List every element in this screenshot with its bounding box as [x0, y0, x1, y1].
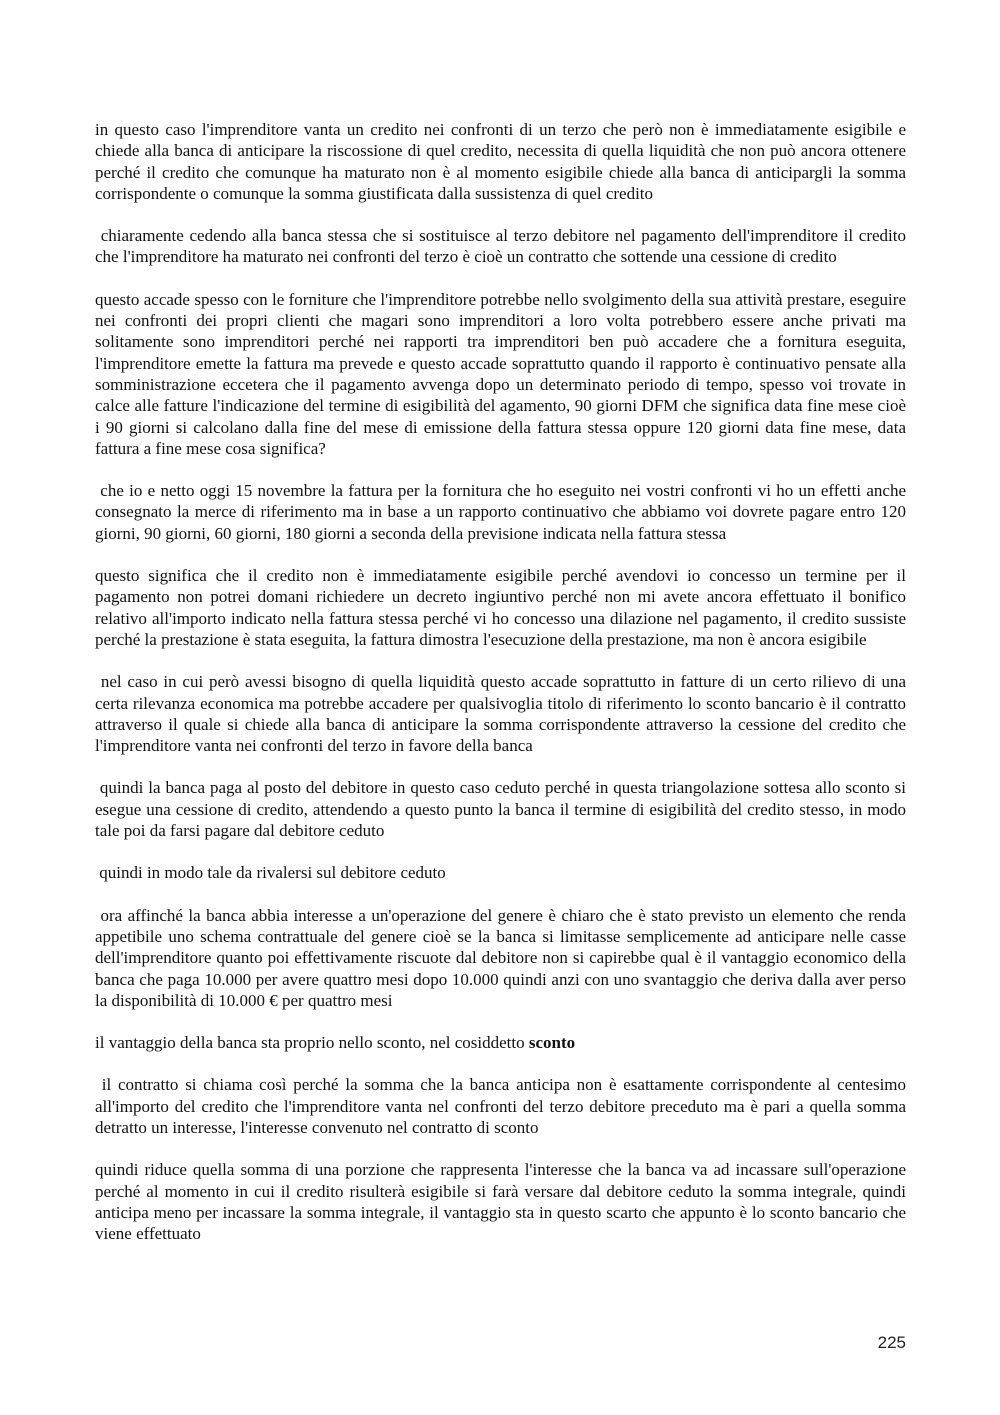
paragraph-with-bold-term — [95, 1032, 906, 1053]
paragraph: quindi in modo tale da rivalersi sul debitore ceduto — [95, 863, 446, 883]
paragraph: quindi riduce quella somma di una porzione che rappresenta l'interesse che la banca va ad incassare sull'operazione perché al momento in cui il credito risulterà esigibile si farà versare dal debitore ceduto la somma integrale, quindi anticipa meno per incassare la somma integrale, il vantaggio sta in questo scarto che appunto è lo sconto bancario che viene effettuato — [95, 1160, 911, 1244]
paragraph: il contratto si chiama così perché la somma che la banca anticipa non è esattamente corrispondente al centesimo all'importo del credito che l'imprenditore vanta nel confronti del terzo debitore preceduto ma è pari a quella somma detratto un interesse, l'interesse convenuto nel contratto di sconto — [95, 1075, 911, 1137]
paragraph: chiaramente cedendo alla banca stessa che si sostituisce al terzo debitore nel pagamento dell'imprenditore il credito che l'imprenditore ha maturato nei confronti del terzo è cioè un contratto che sottende una cessione di credito — [95, 226, 911, 267]
page-number: 225 — [877, 1333, 906, 1352]
page-body — [95, 119, 911, 1265]
paragraph: nel caso in cui però avessi bisogno di quella liquidità questo accade soprattutto in fatture di un certo rilievo di una certa rilevanza economica ma potrebbe accadere per qualsivoglia titolo di riferimento lo sconto bancario è il contratto attraverso il quale si chiede alla banca di anticipare la somma corrispondente attraverso la cessione del credito che l'imprenditore vanta nei confronti del terzo in favore della banca — [95, 672, 911, 756]
bold-term: sconto — [528, 1033, 576, 1053]
paragraph: che io e netto oggi 15 novembre la fattura per la fornitura che ho eseguito nei vostri confronti vi ho un effetti anche consegnato la merce di riferimento ma in base a un rapporto continuativo che abbiamo voi dovrete pagare entro 120 giorni, 90 giorni, 60 giorni, 180 giorni a seconda della previsione indicata nella fattura stessa — [95, 481, 911, 543]
paragraph: in questo caso l'imprenditore vanta un credito nei confronti di un terzo che però non è immediatamente esigibile e chiede alla banca di anticipare la riscossione di quel credito, necessita di quella liquidità che non può ancora ottenere perché il credito che comunque ha maturato non è al momento esigibile chiede alla banca di anticipargli la somma corrispondente o comunque la somma giustificata dalla sussistenza di quel credito — [95, 120, 911, 203]
paragraph-text: il vantaggio della banca sta proprio nello sconto, nel cosiddetto — [95, 1033, 529, 1053]
paragraph: quindi la banca paga al posto del debitore in questo caso ceduto perché in questa triangolazione sottesa allo sconto si esegue una cessione di credito, attendendo a questo punto la banca il termine di esigibilità del credito stesso, in modo tale poi da farsi pagare dal debitore ceduto — [95, 778, 911, 841]
paragraph: questo significa che il credito non è immediatamente esigibile perché avendovi io concesso un termine per il pagamento non potrei domani richiedere un decreto ingiuntivo perché non mi avete ancora effettuato il bonifico relativo all'importo indicato nella fattura stessa perché vi ho concesso una dilazione nel pagamento, il credito sussiste perché la prestazione è stata eseguita, la fattura dimostra l'esecuzione della prestazione, ma non è ancora esigibile — [95, 566, 911, 649]
paragraph: questo accade spesso con le forniture che l'imprenditore potrebbe nello svolgimento della sua attività prestare, eseguire nei confronti dei propri clienti che magari sono imprenditori a loro volta potrebbero essere anche privati ma solitamente sono imprenditori perché nei rapporti tra imprenditori ben può accadere che a fornitura eseguita, l'imprenditore emette la fattura ma prevede e questo accade soprattutto quando il rapporto è continuativo pensate alla somministrazione eccetera che il pagamento avvenga dopo un determinato periodo di tempo, spesso voi trovate in calce alle fatture l'indicazione del termine di esigibilità del agamento, 90 giorni DFM che significa data fine mese cioè i 90 giorni si calcolano dalla fine del mese di emissione della fattura stessa oppure 120 giorni data fine mese, data fattura a fine mese cosa significa? — [95, 289, 911, 458]
paragraph: ora affinché la banca abbia interesse a un'operazione del genere è chiaro che è stato previsto un elemento che renda appetibile uno schema contrattuale del genere cioè se la banca si limitasse semplicemente ad anticipare nelle casse dell'imprenditore quanto poi effettivamente riscuote dal debitore non si capirebbe qual è il vantaggio economico della banca che paga 10.000 per avere quattro mesi dopo 10.000 quindi anzi con uno svantaggio che deriva dalla aver perso la disponibilità di 10.000 € per quattro mesi — [95, 905, 911, 1010]
